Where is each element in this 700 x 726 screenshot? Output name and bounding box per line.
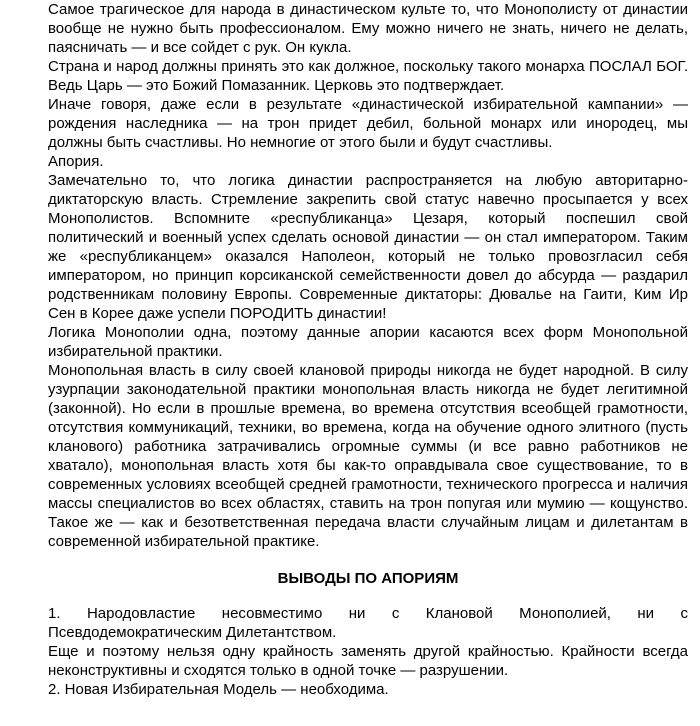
conclusion-paragraph: 2. Новая Избирательная Модель — необходима. [48,681,389,698]
section-heading: ВЫВОДЫ ПО АПОРИЯМ [277,570,459,587]
spacer [48,551,688,569]
paragraph: Страна и народ должны принять это как должное, поскольку такого монарха ПОСЛАЛ БОГ. Ведь Царь — это Божий Помазанник. Церковь это подтверждает. [48,58,688,94]
paragraph: Апория. [48,153,104,170]
paragraph: Замечательно то, что логика династии распространяется на любую авторитарно-диктаторскую власть. Стремление закрепить свой статус навечно просыпается у всех Монополистов. Вспомните «республиканца» Цезаря, который поспешил свой политический и военный успех сделать основой династии — он стал императором. Таким же «республиканцем» оказался Наполеон, который не только провозгласил себя императором, но принцип корсиканской семейственности довел до абсурда — раздарил родственникам половину Европы. Современные диктаторы: Дювалье на Гаити, Ким Ир Сен в Корее даже успели ПОРОДИТЬ династии! [48,172,688,322]
conclusion-paragraph: Еще и поэтому нельзя одну крайность заменять другой крайностью. Крайности всегда неконструктивны и сходятся только в одной точке — разрушении. [48,643,688,679]
paragraph: Логика Монополии одна, поэтому данные апории касаются всех форм Монопольной избирательной практики. [48,324,688,360]
document-body [48,0,688,699]
spacer [48,588,688,604]
paragraph: Самое трагическое для народа в династическом культе то, что Монополисту от династии вообще не нужно быть профессионалом. Ему можно ничего не знать, ничего не делать, паясничать — и все сойдет с рук. Он кукла. [48,1,688,56]
paragraph: Монопольная власть в силу своей клановой природы никогда не будет народной. В силу узурпации законодательной практики монопольная власть никогда не будет легитимной (законной). Но если в прошлые времена, во времена отсутствия всеобщей грамотности, отсутствия коммуникаций, техники, во времена, когда на обучение одного элитного (пусть кланового) работника затрачивались огромные суммы (и все равно работников не хватало), монопольная власть хотя бы как-то оправдывала свое существование, то в современных условиях всеобщей средней грамотности, технического прогресса и наличия массы специалистов во всех областях, ставить на трон попугая или мумию — кощунство. Такое же — как и безответственная передача власти случайным лицам и дилетантам в современной избирательной практике. [48,362,688,550]
paragraph: Иначе говоря, даже если в результате «династической избирательной кампании» — рождения наследника — на трон придет дебил, больной монарх или инородец, мы должны быть счастливы. Но немногие от этого были и будут счастливы. [48,96,688,151]
conclusion-paragraph: 1. Народовластие несовместимо ни с Клановой Монополией, ни с Псевдодемократическим Дилетантством. [48,605,688,641]
